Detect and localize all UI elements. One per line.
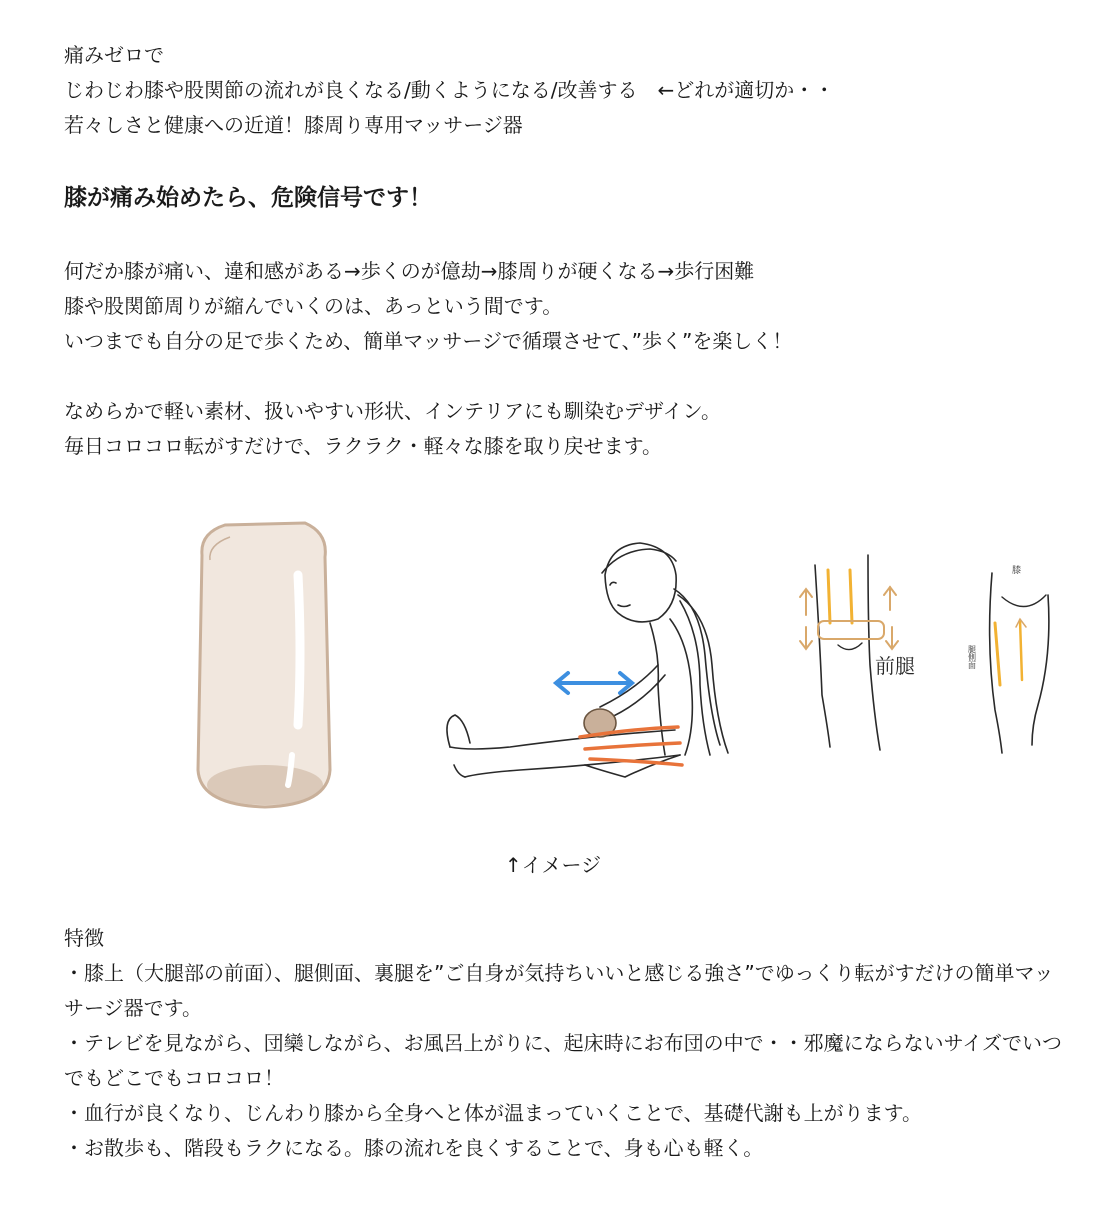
front-thigh-sketch (800, 555, 898, 750)
intro-block (64, 38, 834, 143)
seated-woman-sketch (447, 543, 728, 777)
intro-line-2: じわじわ膝や股関節の流れが良くなる/動くようになる/改善する ←どれが適切か・・ (64, 78, 835, 102)
para1-line-1: 何だか膝が痛い、違和感がある→歩くのが億劫→膝周りが硬くなる→歩行困難 (64, 259, 755, 283)
roller-product-sketch (198, 523, 330, 807)
paragraph-1 (64, 254, 792, 359)
feature-item-2: ・テレビを見ながら、団欒しながら、お風呂上がりに、起床時にお布団の中で・・邪魔にならないサイズでいつでもどこでもコロコロ！ (64, 1031, 1062, 1090)
para2-line-2: 毎日コロコロ転がすだけで、ラクラク・軽々な膝を取り戻せます。 (64, 434, 662, 458)
features-section (64, 921, 1064, 1166)
feature-item-4: ・お散歩も、階段もラクになる。膝の流れを良くすることで、身も心も軽く。 (64, 1136, 764, 1160)
image-caption: ↑イメージ (504, 853, 602, 877)
intro-line-3: 若々しさと健康への近道！膝周り専用マッサージ器 (64, 113, 523, 137)
para1-line-3: いつまでも自分の足で歩くため、簡単マッサージで循環させて、”歩く”を楽しく！ (64, 329, 793, 353)
feature-item-3: ・血行が良くなり、じんわり膝から全身へと体が温まっていくことで、基礎代謝も上がります。 (64, 1101, 922, 1125)
illustration-strip (180, 515, 1070, 815)
front-thigh-label: 前腿 (875, 654, 915, 678)
features-title: 特徴 (64, 926, 104, 950)
feature-item-1: ・膝上（大腿部の前面）、腿側面、裏腿を”ご自身が気持ちいいと感じる強さ”でゆっくり転がすだけの簡単マッサージ器です。 (64, 961, 1054, 1020)
side-thigh-label: 腿側面 (967, 645, 977, 669)
knee-top-label: 膝 (1012, 566, 1022, 576)
section-heading: 膝が痛み始めたら、危険信号です！ (64, 185, 432, 211)
para2-line-1: なめらかで軽い素材、扱いやすい形状、インテリアにも馴染むデザイン。 (64, 399, 721, 423)
intro-line-1: 痛みゼロで (64, 43, 164, 67)
paragraph-2 (64, 394, 721, 464)
side-thigh-sketch (990, 573, 1049, 753)
para1-line-2: 膝や股関節周りが縮んでいくのは、あっという間です。 (64, 294, 563, 318)
